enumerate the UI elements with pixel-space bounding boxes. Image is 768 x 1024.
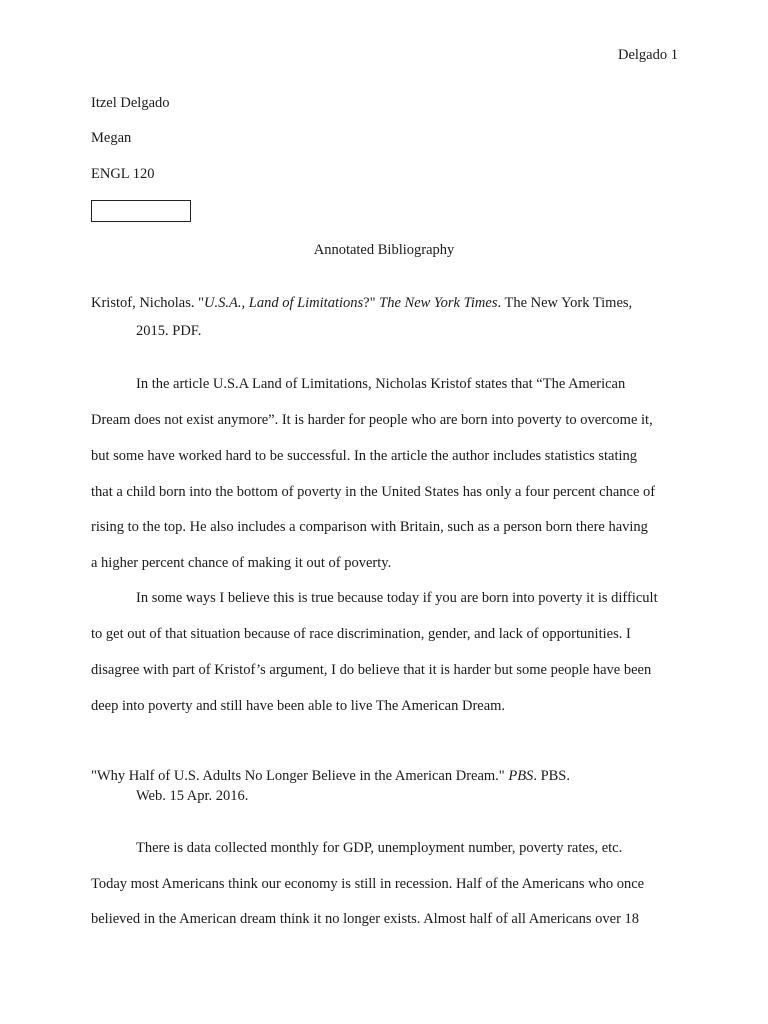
citation-2-rest: . PBS. — [533, 768, 570, 784]
annotation-2-line: There is data collected monthly for GDP, unemployment number, poverty rates, etc. — [136, 840, 623, 856]
annotation-1-p1-line: In the article U.S.A Land of Limitations, Nicholas Kristof states that “The American — [136, 376, 626, 392]
redacted-date-box — [91, 200, 191, 222]
annotation-1-p1-line: that a child born into the bottom of poverty in the United States has only a four percent chance of — [91, 484, 656, 500]
annotation-1-p2-line: deep into poverty and still have been able to live The American Dream. — [91, 698, 506, 714]
citation-1-after-title: ?" — [363, 295, 380, 311]
citation-1-rest: . The New York Times, — [497, 295, 633, 311]
annotation-1-p1-line: rising to the top. He also includes a comparison with Britain, such as a person born there having — [91, 519, 648, 535]
annotation-1-p1-line: a higher percent chance of making it out of poverty. — [91, 555, 392, 571]
citation-2-publication: PBS — [508, 768, 534, 784]
citation-1-line-2: 2015. PDF. — [136, 323, 202, 339]
citation-1-author: Kristof, Nicholas. " — [91, 295, 205, 311]
citation-2-line-1 — [91, 768, 570, 785]
annotation-1-p2-line: disagree with part of Kristof’s argument, I do believe that it is harder but some people have been — [91, 662, 652, 678]
citation-1-publication: The New York Times — [379, 295, 498, 311]
annotation-1-p2-line: In some ways I believe this is true because today if you are born into poverty it is difficult — [136, 590, 658, 606]
annotation-1-p2-line: to get out of that situation because of race discrimination, gender, and lack of opportunities. I — [91, 626, 631, 642]
annotation-1-p1-line: Dream does not exist anymore”. It is harder for people who are born into poverty to overcome it, — [91, 412, 653, 428]
annotation-1-p1-line: but some have worked hard to be successful. In the article the author includes statistics stating — [91, 448, 638, 464]
annotation-2-line: Today most Americans think our economy is still in recession. Half of the Americans who once — [91, 876, 645, 892]
document-title: Annotated Bibliography — [313, 242, 455, 258]
citation-1-article-title: U.S.A., Land of Limitations — [204, 295, 364, 311]
citation-1-line-1 — [91, 295, 632, 312]
instructor-name: Megan — [91, 130, 132, 146]
citation-2-title: "Why Half of U.S. Adults No Longer Believe in the American Dream." — [91, 768, 509, 784]
student-name: Itzel Delgado — [91, 95, 170, 111]
annotation-2-line: believed in the American dream think it no longer exists. Almost half of all Americans over 18 — [91, 911, 640, 927]
course-name: ENGL 120 — [91, 166, 155, 182]
citation-2-line-2: Web. 15 Apr. 2016. — [136, 788, 249, 804]
page-number: Delgado 1 — [618, 47, 678, 63]
